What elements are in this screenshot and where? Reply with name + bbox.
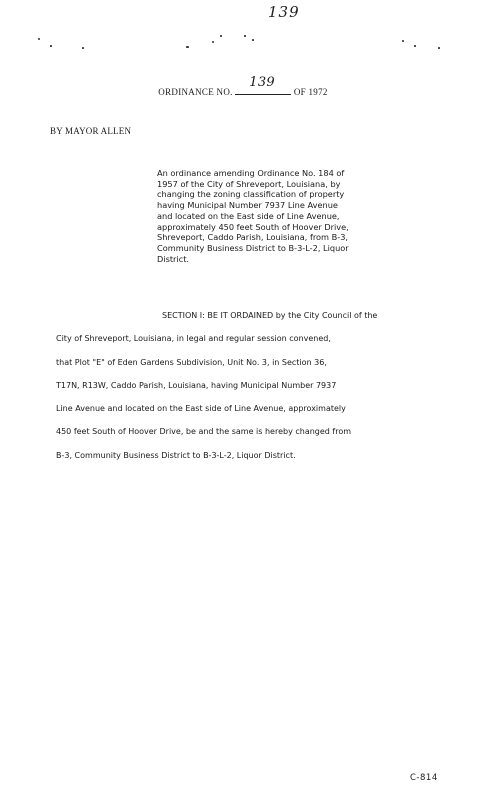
section-line: B-3, Community Business District to B-3-L-2, Liquor District.	[56, 450, 296, 460]
form-code: C-814	[410, 773, 438, 783]
handwritten-page-number: 139	[268, 3, 300, 21]
title-prefix: ORDINANCE NO.	[158, 87, 233, 97]
section-line: Line Avenue and located on the East side of Line Avenue, approximately	[56, 404, 346, 414]
ordinance-abstract: An ordinance amending Ordinance No. 184 of 1957 of the City of Shreveport, Louisiana, by changing the zoning classification of property having Municipal Number 7937 Line Avenue and located on the East side of Line Avenue, approximately 450 feet South of Hoover Drive, Shreveport, Caddo Parish, Louisiana, from B-3, Community Business District to B-3-L-2, Liquor District.	[157, 168, 349, 264]
section-line: T17N, R13W, Caddo Parish, Louisiana, having Municipal Number 7937	[56, 380, 337, 390]
section-line: SECTION I: BE IT ORDAINED by the City Council of the	[162, 311, 378, 320]
section-line: 450 feet South of Hoover Drive, be and the same is hereby changed from	[56, 427, 352, 437]
section-line: City of Shreveport, Louisiana, in legal and regular session convened,	[56, 334, 331, 344]
handwritten-ordinance-number: 139	[249, 75, 275, 90]
ordinance-title	[0, 75, 486, 97]
title-suffix: OF 1972	[293, 87, 328, 97]
section-one-text	[56, 304, 436, 467]
ordinance-number-blank	[235, 75, 291, 95]
section-line: that Plot "E" of Eden Gardens Subdivision, Unit No. 3, in Section 36,	[56, 357, 327, 367]
author-line: BY MAYOR ALLEN	[50, 126, 132, 136]
